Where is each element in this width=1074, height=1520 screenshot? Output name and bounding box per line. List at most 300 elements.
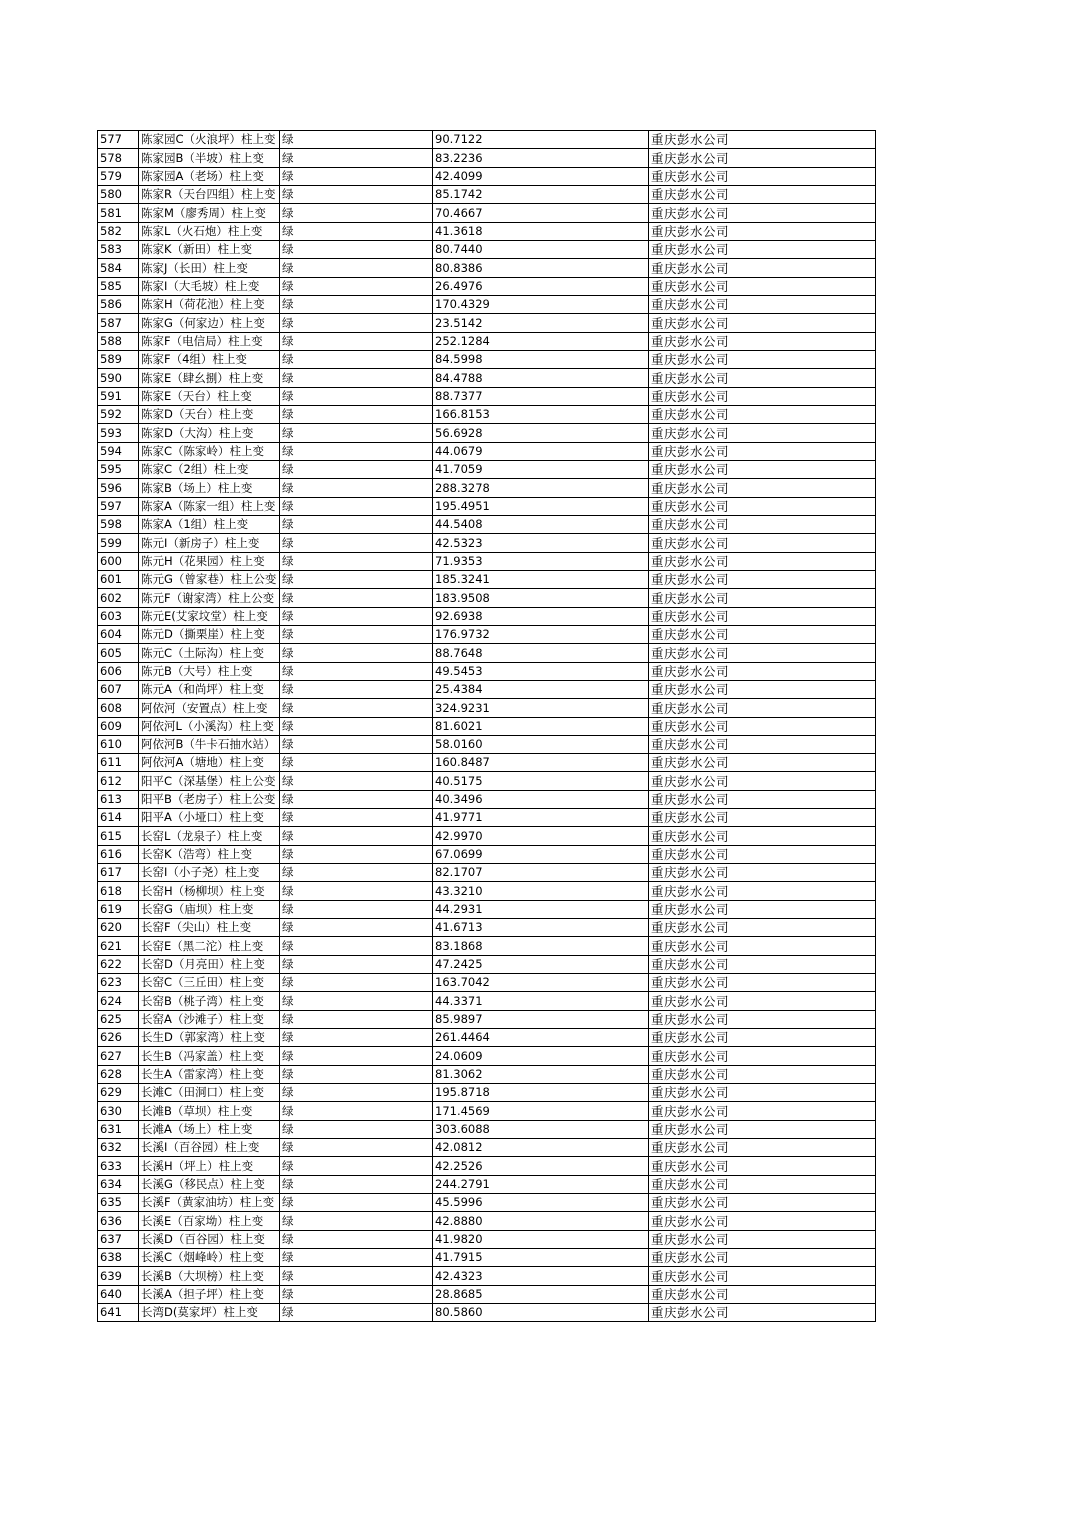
value-cell: 41.9820 xyxy=(433,1230,649,1248)
value-cell: 80.7440 xyxy=(433,240,649,258)
row-number: 609 xyxy=(98,717,139,735)
company-cell: 重庆彭水公司 xyxy=(649,790,876,808)
row-number: 578 xyxy=(98,149,139,167)
value-cell: 288.3278 xyxy=(433,479,649,497)
transformer-name: 长窑B（桃子湾）柱上变 xyxy=(139,992,280,1010)
row-number: 592 xyxy=(98,405,139,423)
company-cell: 重庆彭水公司 xyxy=(649,1102,876,1120)
transformer-name: 陈元H（花果园）柱上变 xyxy=(139,552,280,570)
company-cell: 重庆彭水公司 xyxy=(649,131,876,149)
company-cell: 重庆彭水公司 xyxy=(649,222,876,240)
row-number: 616 xyxy=(98,845,139,863)
company-cell: 重庆彭水公司 xyxy=(649,1029,876,1047)
company-cell: 重庆彭水公司 xyxy=(649,534,876,552)
company-cell: 重庆彭水公司 xyxy=(649,735,876,753)
value-cell: 44.2931 xyxy=(433,900,649,918)
company-cell: 重庆彭水公司 xyxy=(649,185,876,203)
company-cell: 重庆彭水公司 xyxy=(649,167,876,185)
table-row xyxy=(98,1194,876,1212)
status-color: 绿 xyxy=(280,314,433,332)
company-cell: 重庆彭水公司 xyxy=(649,497,876,515)
company-cell: 重庆彭水公司 xyxy=(649,589,876,607)
row-number: 580 xyxy=(98,185,139,203)
status-color: 绿 xyxy=(280,369,433,387)
status-color: 绿 xyxy=(280,497,433,515)
value-cell: 41.6713 xyxy=(433,919,649,937)
transformer-name: 陈家D（大沟）柱上变 xyxy=(139,424,280,442)
company-cell: 重庆彭水公司 xyxy=(649,277,876,295)
row-number: 630 xyxy=(98,1102,139,1120)
row-number: 582 xyxy=(98,222,139,240)
company-cell: 重庆彭水公司 xyxy=(649,992,876,1010)
table-row xyxy=(98,332,876,350)
row-number: 595 xyxy=(98,460,139,478)
row-number: 600 xyxy=(98,552,139,570)
row-number: 632 xyxy=(98,1139,139,1157)
table-row xyxy=(98,992,876,1010)
row-number: 605 xyxy=(98,644,139,662)
table-row xyxy=(98,974,876,992)
row-number: 598 xyxy=(98,515,139,533)
transformer-name: 阿依河L（小溪沟）柱上变 xyxy=(139,717,280,735)
status-color: 绿 xyxy=(280,149,433,167)
value-cell: 176.9732 xyxy=(433,625,649,643)
status-color: 绿 xyxy=(280,332,433,350)
transformer-name: 长窑C（三丘田）柱上变 xyxy=(139,974,280,992)
transformer-name: 陈元A（和尚坪）柱上变 xyxy=(139,680,280,698)
status-color: 绿 xyxy=(280,534,433,552)
status-color: 绿 xyxy=(280,1285,433,1303)
status-color: 绿 xyxy=(280,625,433,643)
value-cell: 185.3241 xyxy=(433,570,649,588)
value-cell: 81.3062 xyxy=(433,1065,649,1083)
company-cell: 重庆彭水公司 xyxy=(649,387,876,405)
transformer-name: 长生B（冯家盖）柱上变 xyxy=(139,1047,280,1065)
row-number: 634 xyxy=(98,1175,139,1193)
row-number: 627 xyxy=(98,1047,139,1065)
company-cell: 重庆彭水公司 xyxy=(649,369,876,387)
status-color: 绿 xyxy=(280,845,433,863)
value-cell: 44.3371 xyxy=(433,992,649,1010)
transformer-name: 长滩A（场上）柱上变 xyxy=(139,1120,280,1138)
transformer-name: 长溪I（百谷园）柱上变 xyxy=(139,1139,280,1157)
row-number: 622 xyxy=(98,955,139,973)
transformer-name: 长溪A（担子坪）柱上变 xyxy=(139,1285,280,1303)
row-number: 610 xyxy=(98,735,139,753)
status-color: 绿 xyxy=(280,974,433,992)
row-number: 617 xyxy=(98,864,139,882)
status-color: 绿 xyxy=(280,387,433,405)
company-cell: 重庆彭水公司 xyxy=(649,424,876,442)
table-row xyxy=(98,919,876,937)
value-cell: 47.2425 xyxy=(433,955,649,973)
status-color: 绿 xyxy=(280,937,433,955)
transformer-name: 长溪B（大坝榜）柱上变 xyxy=(139,1267,280,1285)
transformer-name: 陈家B（场上）柱上变 xyxy=(139,479,280,497)
transformer-name: 陈家园B（半坡）柱上变 xyxy=(139,149,280,167)
transformer-name: 长溪F（黄家油坊）柱上变 xyxy=(139,1194,280,1212)
status-color: 绿 xyxy=(280,259,433,277)
row-number: 631 xyxy=(98,1120,139,1138)
company-cell: 重庆彭水公司 xyxy=(649,314,876,332)
transformer-name: 陈元I（新房子）柱上变 xyxy=(139,534,280,552)
transformer-name: 长窑D（月亮田）柱上变 xyxy=(139,955,280,973)
transformer-name: 陈家F（4组）柱上变 xyxy=(139,350,280,368)
table-row xyxy=(98,772,876,790)
company-cell: 重庆彭水公司 xyxy=(649,937,876,955)
company-cell: 重庆彭水公司 xyxy=(649,1157,876,1175)
status-color: 绿 xyxy=(280,1139,433,1157)
status-color: 绿 xyxy=(280,1304,433,1322)
table-row xyxy=(98,809,876,827)
company-cell: 重庆彭水公司 xyxy=(649,864,876,882)
table-row xyxy=(98,185,876,203)
row-number: 593 xyxy=(98,424,139,442)
table-row xyxy=(98,259,876,277)
row-number: 607 xyxy=(98,680,139,698)
row-number: 640 xyxy=(98,1285,139,1303)
value-cell: 41.7915 xyxy=(433,1249,649,1267)
status-color: 绿 xyxy=(280,515,433,533)
row-number: 626 xyxy=(98,1029,139,1047)
value-cell: 49.5453 xyxy=(433,662,649,680)
value-cell: 25.4384 xyxy=(433,680,649,698)
company-cell: 重庆彭水公司 xyxy=(649,974,876,992)
company-cell: 重庆彭水公司 xyxy=(649,772,876,790)
table-row xyxy=(98,1267,876,1285)
row-number: 629 xyxy=(98,1084,139,1102)
table-row xyxy=(98,937,876,955)
status-color: 绿 xyxy=(280,1249,433,1267)
row-number: 589 xyxy=(98,350,139,368)
company-cell: 重庆彭水公司 xyxy=(649,1084,876,1102)
row-number: 633 xyxy=(98,1157,139,1175)
table-row xyxy=(98,460,876,478)
value-cell: 58.0160 xyxy=(433,735,649,753)
transformer-name: 陈家E（肆幺捌）柱上变 xyxy=(139,369,280,387)
transformer-name: 阳平A（小垭口）柱上变 xyxy=(139,809,280,827)
value-cell: 88.7648 xyxy=(433,644,649,662)
transformer-name: 陈家M（廖秀周）柱上变 xyxy=(139,204,280,222)
table-row xyxy=(98,589,876,607)
row-number: 587 xyxy=(98,314,139,332)
table-row xyxy=(98,717,876,735)
row-number: 620 xyxy=(98,919,139,937)
table-row xyxy=(98,1157,876,1175)
transformer-name: 长生D（郭家湾）柱上变 xyxy=(139,1029,280,1047)
company-cell: 重庆彭水公司 xyxy=(649,259,876,277)
table-row xyxy=(98,222,876,240)
company-cell: 重庆彭水公司 xyxy=(649,1212,876,1230)
row-number: 585 xyxy=(98,277,139,295)
status-color: 绿 xyxy=(280,277,433,295)
company-cell: 重庆彭水公司 xyxy=(649,845,876,863)
value-cell: 171.4569 xyxy=(433,1102,649,1120)
value-cell: 40.5175 xyxy=(433,772,649,790)
table-row xyxy=(98,369,876,387)
row-number: 602 xyxy=(98,589,139,607)
value-cell: 42.5323 xyxy=(433,534,649,552)
status-color: 绿 xyxy=(280,864,433,882)
status-color: 绿 xyxy=(280,772,433,790)
status-color: 绿 xyxy=(280,992,433,1010)
value-cell: 43.3210 xyxy=(433,882,649,900)
value-cell: 41.3618 xyxy=(433,222,649,240)
transformer-name: 陈家H（荷花池）柱上变 xyxy=(139,295,280,313)
status-color: 绿 xyxy=(280,754,433,772)
row-number: 625 xyxy=(98,1010,139,1028)
table-row xyxy=(98,790,876,808)
company-cell: 重庆彭水公司 xyxy=(649,1304,876,1322)
company-cell: 重庆彭水公司 xyxy=(649,699,876,717)
value-cell: 82.1707 xyxy=(433,864,649,882)
transformer-name: 陈元C（土际沟）柱上变 xyxy=(139,644,280,662)
transformer-name: 陈家I（大毛坡）柱上变 xyxy=(139,277,280,295)
transformer-name: 陈家G（何家边）柱上变 xyxy=(139,314,280,332)
company-cell: 重庆彭水公司 xyxy=(649,240,876,258)
transformer-name: 长滩C（田洞口）柱上变 xyxy=(139,1084,280,1102)
table-row xyxy=(98,1175,876,1193)
value-cell: 45.5996 xyxy=(433,1194,649,1212)
status-color: 绿 xyxy=(280,424,433,442)
table-row xyxy=(98,149,876,167)
row-number: 588 xyxy=(98,332,139,350)
value-cell: 252.1284 xyxy=(433,332,649,350)
status-color: 绿 xyxy=(280,1194,433,1212)
company-cell: 重庆彭水公司 xyxy=(649,295,876,313)
table-row xyxy=(98,1047,876,1065)
status-color: 绿 xyxy=(280,1010,433,1028)
status-color: 绿 xyxy=(280,442,433,460)
status-color: 绿 xyxy=(280,204,433,222)
status-color: 绿 xyxy=(280,552,433,570)
transformer-name: 长窑K（浩弯）柱上变 xyxy=(139,845,280,863)
table-row xyxy=(98,662,876,680)
row-number: 591 xyxy=(98,387,139,405)
company-cell: 重庆彭水公司 xyxy=(649,149,876,167)
status-color: 绿 xyxy=(280,607,433,625)
table-row xyxy=(98,350,876,368)
table-row xyxy=(98,552,876,570)
company-cell: 重庆彭水公司 xyxy=(649,332,876,350)
value-cell: 244.2791 xyxy=(433,1175,649,1193)
transformer-name: 陈家D（天台）柱上变 xyxy=(139,405,280,423)
row-number: 583 xyxy=(98,240,139,258)
transformer-name: 陈元B（大号）柱上变 xyxy=(139,662,280,680)
company-cell: 重庆彭水公司 xyxy=(649,1175,876,1193)
table-row xyxy=(98,515,876,533)
table-row xyxy=(98,424,876,442)
value-cell: 183.9508 xyxy=(433,589,649,607)
table-row xyxy=(98,644,876,662)
transformer-name: 陈家R（天台四组）柱上变 xyxy=(139,185,280,203)
status-color: 绿 xyxy=(280,1029,433,1047)
transformer-name: 长窑L（龙泉子）柱上变 xyxy=(139,827,280,845)
transformer-name: 陈元G（曾家巷）柱上公变 xyxy=(139,570,280,588)
transformer-name: 陈家F（电信局）柱上变 xyxy=(139,332,280,350)
table-row xyxy=(98,167,876,185)
status-color: 绿 xyxy=(280,1157,433,1175)
value-cell: 56.6928 xyxy=(433,424,649,442)
row-number: 635 xyxy=(98,1194,139,1212)
company-cell: 重庆彭水公司 xyxy=(649,809,876,827)
status-color: 绿 xyxy=(280,479,433,497)
status-color: 绿 xyxy=(280,644,433,662)
value-cell: 80.8386 xyxy=(433,259,649,277)
company-cell: 重庆彭水公司 xyxy=(649,644,876,662)
company-cell: 重庆彭水公司 xyxy=(649,1065,876,1083)
table-row xyxy=(98,754,876,772)
row-number: 636 xyxy=(98,1212,139,1230)
value-cell: 90.7122 xyxy=(433,131,649,149)
row-number: 613 xyxy=(98,790,139,808)
row-number: 590 xyxy=(98,369,139,387)
company-cell: 重庆彭水公司 xyxy=(649,827,876,845)
transformer-name: 长窑G（庙坝）柱上变 xyxy=(139,900,280,918)
row-number: 608 xyxy=(98,699,139,717)
table-row xyxy=(98,534,876,552)
transformer-name: 陈元D（撕栗崖）柱上变 xyxy=(139,625,280,643)
row-number: 601 xyxy=(98,570,139,588)
table-row xyxy=(98,882,876,900)
table-row xyxy=(98,1102,876,1120)
value-cell: 44.0679 xyxy=(433,442,649,460)
table-row xyxy=(98,240,876,258)
value-cell: 88.7377 xyxy=(433,387,649,405)
company-cell: 重庆彭水公司 xyxy=(649,900,876,918)
company-cell: 重庆彭水公司 xyxy=(649,479,876,497)
status-color: 绿 xyxy=(280,1212,433,1230)
row-number: 637 xyxy=(98,1230,139,1248)
transformer-name: 陈家E（天台）柱上变 xyxy=(139,387,280,405)
value-cell: 195.8718 xyxy=(433,1084,649,1102)
table-row xyxy=(98,1212,876,1230)
value-cell: 41.9771 xyxy=(433,809,649,827)
transformer-name: 长窑E（黑二沱）柱上变 xyxy=(139,937,280,955)
row-number: 584 xyxy=(98,259,139,277)
status-color: 绿 xyxy=(280,699,433,717)
company-cell: 重庆彭水公司 xyxy=(649,552,876,570)
table-row xyxy=(98,1249,876,1267)
table-row xyxy=(98,699,876,717)
table-row xyxy=(98,1139,876,1157)
company-cell: 重庆彭水公司 xyxy=(649,350,876,368)
status-color: 绿 xyxy=(280,570,433,588)
company-cell: 重庆彭水公司 xyxy=(649,662,876,680)
status-color: 绿 xyxy=(280,790,433,808)
transformer-name: 陈家J（长田）柱上变 xyxy=(139,259,280,277)
table-row xyxy=(98,479,876,497)
row-number: 604 xyxy=(98,625,139,643)
transformer-name: 长窑H（杨柳坝）柱上变 xyxy=(139,882,280,900)
transformer-name: 长窑A（沙滩子）柱上变 xyxy=(139,1010,280,1028)
table-row xyxy=(98,607,876,625)
data-table xyxy=(97,130,876,1322)
company-cell: 重庆彭水公司 xyxy=(649,625,876,643)
value-cell: 41.7059 xyxy=(433,460,649,478)
company-cell: 重庆彭水公司 xyxy=(649,1010,876,1028)
table-row xyxy=(98,314,876,332)
row-number: 594 xyxy=(98,442,139,460)
table-row xyxy=(98,680,876,698)
company-cell: 重庆彭水公司 xyxy=(649,1230,876,1248)
table-row xyxy=(98,570,876,588)
status-color: 绿 xyxy=(280,131,433,149)
status-color: 绿 xyxy=(280,589,433,607)
company-cell: 重庆彭水公司 xyxy=(649,607,876,625)
table-row xyxy=(98,625,876,643)
transformer-name: 阿依河B（牛卡石抽水站） xyxy=(139,735,280,753)
value-cell: 324.9231 xyxy=(433,699,649,717)
transformer-name: 长生A（雷家湾）柱上变 xyxy=(139,1065,280,1083)
value-cell: 83.2236 xyxy=(433,149,649,167)
row-number: 603 xyxy=(98,607,139,625)
table-row xyxy=(98,405,876,423)
table-row xyxy=(98,1120,876,1138)
value-cell: 195.4951 xyxy=(433,497,649,515)
company-cell: 重庆彭水公司 xyxy=(649,1285,876,1303)
row-number: 596 xyxy=(98,479,139,497)
status-color: 绿 xyxy=(280,955,433,973)
status-color: 绿 xyxy=(280,1267,433,1285)
company-cell: 重庆彭水公司 xyxy=(649,1249,876,1267)
company-cell: 重庆彭水公司 xyxy=(649,1120,876,1138)
value-cell: 42.2526 xyxy=(433,1157,649,1175)
table-row xyxy=(98,955,876,973)
status-color: 绿 xyxy=(280,167,433,185)
transformer-name: 陈家L（火石炮）柱上变 xyxy=(139,222,280,240)
value-cell: 40.3496 xyxy=(433,790,649,808)
transformer-name: 陈元F（谢家湾）柱上公变 xyxy=(139,589,280,607)
status-color: 绿 xyxy=(280,1084,433,1102)
table-row xyxy=(98,131,876,149)
transformer-name: 长滩B（草坝）柱上变 xyxy=(139,1102,280,1120)
value-cell: 160.8487 xyxy=(433,754,649,772)
row-number: 621 xyxy=(98,937,139,955)
row-number: 628 xyxy=(98,1065,139,1083)
table-row xyxy=(98,1065,876,1083)
transformer-name: 阳平B（老房子）柱上公变 xyxy=(139,790,280,808)
table-body xyxy=(98,131,876,1322)
transformer-name: 陈元E(艾家坟堂）柱上变 xyxy=(139,607,280,625)
status-color: 绿 xyxy=(280,460,433,478)
value-cell: 67.0699 xyxy=(433,845,649,863)
status-color: 绿 xyxy=(280,900,433,918)
row-number: 599 xyxy=(98,534,139,552)
transformer-name: 陈家A（陈家一组）柱上变 xyxy=(139,497,280,515)
transformer-name: 陈家园A（老场）柱上变 xyxy=(139,167,280,185)
value-cell: 84.4788 xyxy=(433,369,649,387)
status-color: 绿 xyxy=(280,680,433,698)
value-cell: 71.9353 xyxy=(433,552,649,570)
table-row xyxy=(98,295,876,313)
company-cell: 重庆彭水公司 xyxy=(649,570,876,588)
value-cell: 166.8153 xyxy=(433,405,649,423)
value-cell: 83.1868 xyxy=(433,937,649,955)
value-cell: 42.9970 xyxy=(433,827,649,845)
status-color: 绿 xyxy=(280,240,433,258)
value-cell: 44.5408 xyxy=(433,515,649,533)
value-cell: 42.8880 xyxy=(433,1212,649,1230)
row-number: 618 xyxy=(98,882,139,900)
transformer-name: 陈家K（新田）柱上变 xyxy=(139,240,280,258)
company-cell: 重庆彭水公司 xyxy=(649,405,876,423)
transformer-name: 阳平C（深基堡）柱上公变 xyxy=(139,772,280,790)
company-cell: 重庆彭水公司 xyxy=(649,460,876,478)
table-row xyxy=(98,387,876,405)
transformer-name: 陈家C（陈家岭）柱上变 xyxy=(139,442,280,460)
company-cell: 重庆彭水公司 xyxy=(649,680,876,698)
